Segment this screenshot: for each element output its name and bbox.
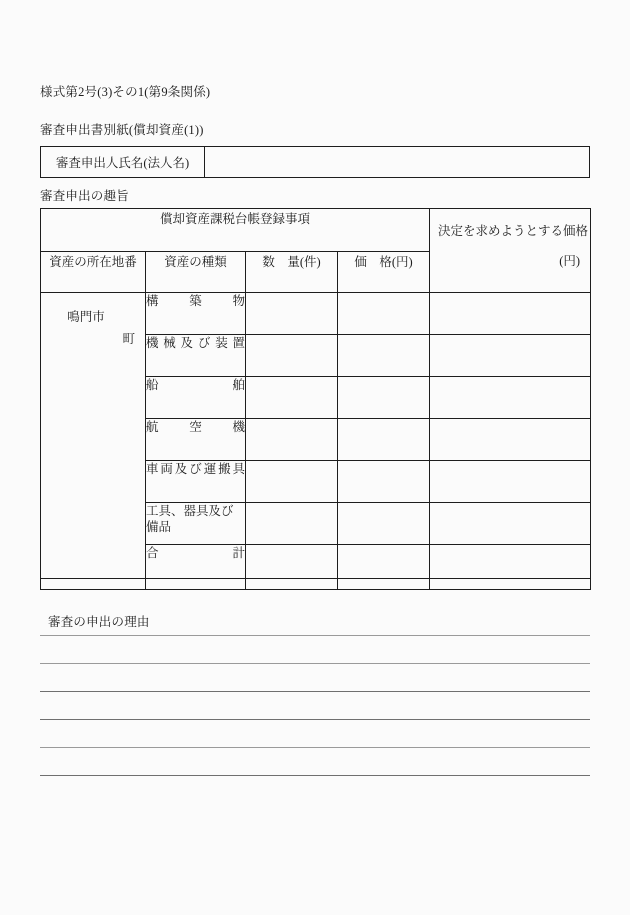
reason-line[interactable]	[40, 747, 590, 748]
asset-kind-label-total: 合計	[146, 546, 245, 560]
asset-kind-label: 車両及び運搬具	[146, 462, 245, 476]
asset-kind-label: 構築物	[146, 294, 245, 308]
asset-kind-label: 機械及び装置	[146, 336, 245, 350]
asset-kind-label: 工具、器具及び備品	[146, 504, 234, 534]
reason-line[interactable]	[40, 691, 590, 692]
form-number: 様式第2号(3)その1(第9条関係)	[40, 85, 211, 99]
reason-line[interactable]	[40, 775, 590, 776]
decision-price-header-unit: (円)	[559, 254, 581, 268]
location-city: 鳴門市	[67, 310, 105, 324]
asset-kind-label: 航空機	[146, 420, 245, 434]
column-header-kind: 資産の種類	[146, 252, 246, 293]
form-subtitle: 審査申出書別紙(償却資産(1))	[40, 123, 204, 137]
group-header-cell: 償却資産課税台帳登録事項	[41, 209, 430, 252]
column-header-location: 資産の所在地番	[41, 252, 146, 293]
asset-kind-label: 船舶	[146, 378, 245, 392]
reason-line[interactable]	[40, 635, 590, 636]
location-town: 町	[122, 332, 135, 346]
column-header-quantity: 数 量(件)	[246, 252, 338, 293]
reason-line[interactable]	[40, 719, 590, 720]
reason-section-label: 審査の申出の理由	[48, 615, 150, 629]
applicant-name-label: 審査申出人氏名(法人名)	[41, 147, 205, 177]
decision-price-header-label: 決定を求めようとする価格	[438, 224, 589, 238]
purpose-section-label: 審査申出の趣旨	[40, 189, 129, 203]
reason-line[interactable]	[40, 663, 590, 664]
column-header-price: 価 格(円)	[338, 252, 430, 293]
